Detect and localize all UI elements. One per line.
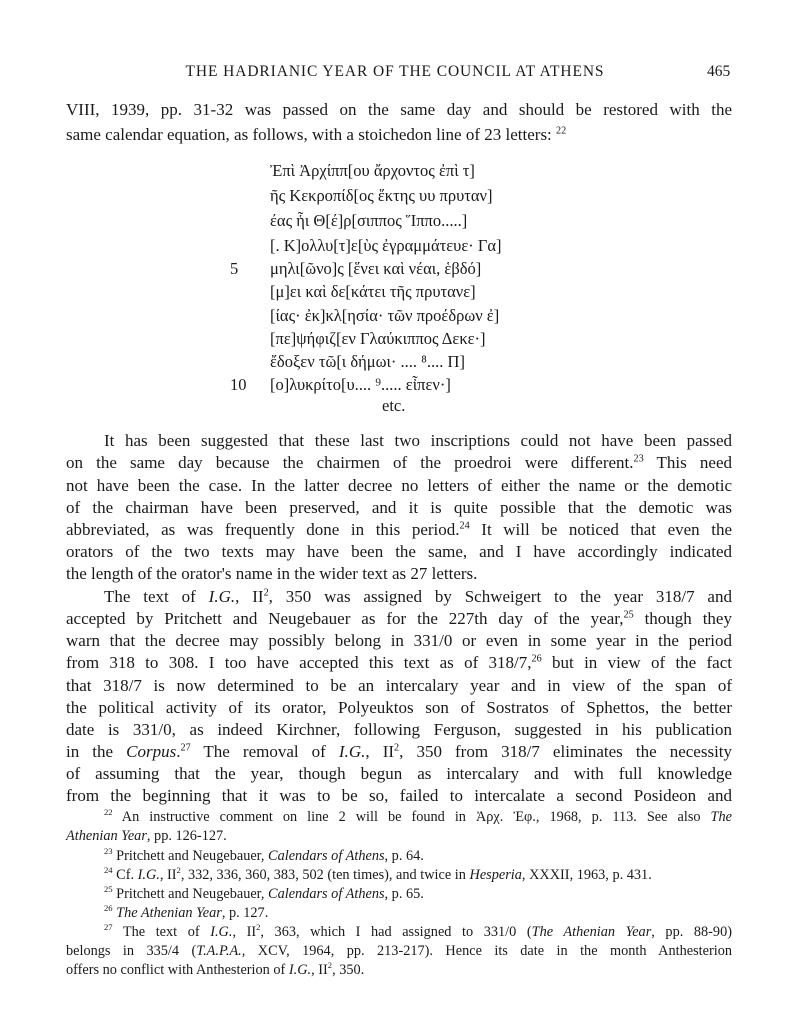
page: THE HADRIANIC YEAR OF THE COUNCIL AT ATHENS 465 VIII, 1939, pp. 31-32 was passed on the same day and should be restored with the same calendar equation, as follows, with a stoichedon line of 23 letters: $^{22}$ Ἐπὶ Ἀρχίππ[ου ἄρχοντος ἐπὶ τ] ῆς Κεκροπίδ[ος ἕκτης υυ πρυταν] έας ἧι Θ[έ]ρ[σιππος Ἵππο.....] [. Κ]ολλυ[τ]ε[ὺς ἐγραμμάτευε· Γα] 5 μηλι[ῶνο]ς [ἕνει καὶ νέαι, ἑβδό] [μ]ει καὶ δε[κάτει τῆς πρυτανε] [ίας· ἐκ]κλ[ησία· τῶν προέδρων ἐ] [πε]ψήφιζ[εν Γλαύκιππος Δεκε·] ἔδοξεν τῶ[ι δήμωι· .... ⁸.... Π] 10 [ο]λυκρίτο[υ.... ⁹..... εἶπεν·] etc. It has been suggested that these last two inscriptions could not have been passed on the same day because the chairmen of the proedroi were different.$^{23}$ This need not have been the case. In the latter decree no letters of either the name or the demotic of the chairman have been preserved, and it is quite possible that the demotic was abbreviated, as was frequently done in this period.$^{24}$ It will be noticed that even the orators of the two texts may have been the same, and I have accordingly indicated the length of the orator's name in the wider text as 27 letters. The text of I.G., $II^2$, 350 was assigned by Schweigert to the year 318/7 and accepted by Pritchett and Neugebauer as for the 227th day of the year,$^{25}$ though they warn that the decree may possibly belong in 331/0 or even in some year in the period from 318 to 308. I too have accepted this text as of 318/7,26 but in view of the fact that 318/7 is now determined to be an intercalary year and in view of the span of the political activity of its orator, Polyeuktos son of Sostratos of Sphettos, the better date is 331/0, as indeed Kirchner, following Ferguson, suggested in his publication in the Corpus.$^{27}$ The removal of I.G., $II^2$, 350 from 318/7 eliminates the necessity of assuming that the year, though begun as intercalary and with full knowledge from the beginning that it was to be so, failed to intercalate a second Posideon and $^{22}$ An instructive comment on line 2 will be found in Ἀρχ. Ἐφ., 1968, p. 113. See also The Athenian Year, pp. 126-127. $^{23}$ Pritchett and Neugebauer, Calendars of Athens, p. 64. $^{24}$ Cf. I.G., $II^2$, 332, 336, 360, 383, 502 (ten times), and twice in Hesperia, XXXII, 1963, p. 431. $^{25}$ Pritchett and Neugebauer, Calendars of Athens, p. 65. $^{26}$ The Athenian Year, p. 127. $^{27}$ The text of I.G., $II^2$, 363, which I had assigned to 331/0 (The Athenian Year, pp. 88-90) belongs in 335/4 (T.A.P.A., XCV, 1964, pp. 213-217). Hence its date in the month Anthesterion offers no conflict with Anthesterion of I.G., $II^2$, 350. — [0, 0, 798, 1024]
text-line: It has been suggested that these last two inscriptions could not have been passed — [104, 431, 732, 450]
text-line: not have been the case. In the latter decree no letters of either the name or the demotic — [66, 476, 732, 495]
text-line: from 318 to 308. I too have accepted this text as of 318/7,26 but in view of the fact — [66, 653, 733, 672]
text-line: on the same day because the chairmen of the proedroi were different.$^{23}$ This need — [66, 453, 732, 472]
text-line: The text of I.G., $II^2$, 350 was assigned by Schweigert to the year 318/7 and — [104, 587, 732, 606]
inscription-etc: etc. — [382, 396, 406, 415]
footnote-23: $^{23}$ Pritchett and Neugebauer, Calendars of Athens, p. 64. — [104, 846, 424, 864]
footnote-26: $^{26}$ The Athenian Year, p. 127. — [104, 903, 269, 921]
footnote-ref[interactable]: 25 — [623, 609, 634, 621]
text-line: date is 331/0, as indeed Kirchner, following Ferguson, suggested in his publication — [66, 720, 732, 739]
footnote-27: $^{27}$ The text of I.G., $II^2$, 363, which I had assigned to 331/0 (The Athenian Year, pp. 88-90) — [104, 922, 732, 940]
text-line: that 318/7 is now determined to be an intercalary year and in view of the span of — [66, 676, 732, 695]
footnote-27-cont: belongs in 335/4 (T.A.P.A., XCV, 1964, pp. 213-217). Hence its date in the month Anthesterion — [66, 943, 732, 959]
page-number: 465 — [707, 63, 731, 80]
running-title: THE HADRIANIC YEAR OF THE COUNCIL AT ATHENS — [185, 63, 605, 80]
text-line: in the Corpus.$^{27}$ The removal of I.G., $II^2$, 350 from 318/7 eliminates the necessity — [66, 742, 733, 761]
footnote-ref[interactable]: 26 — [531, 653, 542, 665]
footnote-ref[interactable]: 27 — [180, 742, 191, 754]
text-line: warn that the decree may possibly belong in 331/0 or even in some year in the period — [66, 631, 732, 650]
footnote-27-cont: offers no conflict with Anthesterion of I.G., $II^2$, 350. — [66, 960, 365, 978]
text-line: abbreviated, as was frequently done in this period.$^{24}$ It will be noticed that even the — [66, 520, 732, 539]
footnote-25: $^{25}$ Pritchett and Neugebauer, Calendars of Athens, p. 65. — [104, 884, 424, 902]
text-line: from the beginning that it was to be so, failed to intercalate a second Posideon and — [66, 786, 732, 805]
text-line: the length of the orator's name in the wider text as 27 letters. — [66, 564, 478, 583]
footnote-22: $^{22}$ An instructive comment on line 2 will be found in Ἀρχ. Ἐφ., 1968, p. 113. See also The — [104, 807, 732, 825]
footnote-24: $^{24}$ Cf. I.G., $II^2$, 332, 336, 360, 383, 502 (ten times), and twice in Hesperia, XXXII, 1963, p. 431. — [104, 865, 652, 883]
text-line: of the chairman have been preserved, and it is quite possible that the demotic was — [66, 498, 732, 517]
footnote-ref[interactable]: 24 — [459, 520, 470, 532]
text-line: of assuming that the year, though begun as intercalary and with full knowledge — [66, 764, 732, 783]
text-line: accepted by Pritchett and Neugebauer as for the 227th day of the year,$^{25}$ though they — [66, 609, 732, 628]
footnote-ref[interactable]: 23 — [633, 453, 644, 465]
footnote-ref[interactable]: 22 — [556, 125, 567, 137]
text-line: the political activity of its orator, Polyeuktos son of Sostratos of Sphettos, the better — [66, 698, 732, 717]
text-line: orators of the two texts may have been the same, and I have accordingly indicated — [66, 542, 732, 561]
footnote-22-cont: Athenian Year, pp. 126-127. — [66, 828, 227, 844]
intro-line: same calendar equation, as follows, with a stoichedon line of 23 letters: $^{22}$ — [66, 125, 567, 144]
running-header — [0, 63, 798, 87]
intro-line: VIII, 1939, pp. 31-32 was passed on the same day and should be restored with the — [66, 100, 732, 119]
